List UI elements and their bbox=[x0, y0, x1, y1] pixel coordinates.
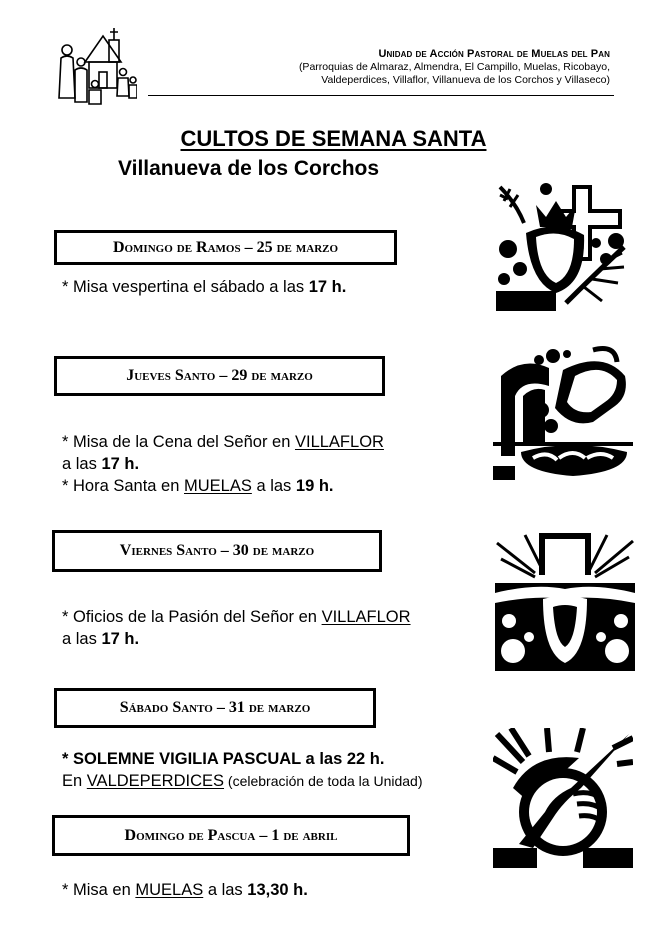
line-text: * Misa en bbox=[62, 881, 136, 899]
header-line-3: Valdeperdices, Villaflor, Villanueva de los Corchos y Villaseco) bbox=[321, 74, 610, 86]
line bbox=[62, 770, 423, 792]
line-text: * Oficios de la Pasión del Señor en bbox=[62, 608, 322, 626]
line bbox=[62, 453, 384, 475]
parish-logo-icon bbox=[55, 22, 137, 106]
place-name: VILLAFLOR bbox=[294, 433, 384, 451]
text-domingo-pascua bbox=[62, 879, 308, 901]
text-sabado-santo bbox=[62, 748, 423, 792]
line-text: a las bbox=[203, 881, 248, 899]
place-name: MUELAS bbox=[135, 881, 204, 899]
line bbox=[62, 748, 423, 770]
line-note: (celebración de toda la Unidad) bbox=[224, 773, 423, 789]
line-text: En bbox=[62, 772, 87, 790]
line-text: * SOLEMNE VIGILIA PASCUAL a las 22 h. bbox=[62, 750, 385, 768]
line-text: a las bbox=[62, 455, 102, 473]
place-name: VALDEPERDICES bbox=[86, 772, 225, 790]
line-text: a las bbox=[251, 477, 296, 495]
line bbox=[62, 475, 384, 497]
header-rule bbox=[148, 95, 614, 96]
heading-domingo-ramos: Domingo de Ramos – 25 de marzo bbox=[54, 230, 397, 265]
line-text: a las bbox=[62, 630, 102, 648]
line-time: 17 h. bbox=[101, 630, 140, 648]
heading-sabado-santo: Sábado Santo – 31 de marzo bbox=[54, 688, 376, 728]
header-block bbox=[299, 48, 610, 87]
line bbox=[62, 431, 384, 453]
heading-domingo-pascua: Domingo de Pascua – 1 de abril bbox=[52, 815, 410, 856]
line-text: * Misa de la Cena del Señor en bbox=[62, 433, 295, 451]
line bbox=[62, 276, 346, 298]
page-subtitle: Villanueva de los Corchos bbox=[118, 157, 380, 180]
line-time: 17 h. bbox=[101, 455, 140, 473]
line-time: 17 h. bbox=[308, 278, 347, 296]
palm-sunday-illustration-icon bbox=[496, 183, 628, 311]
text-jueves-santo bbox=[62, 431, 384, 497]
heading-jueves-santo: Jueves Santo – 29 de marzo bbox=[54, 356, 385, 396]
page-title: CULTOS DE SEMANA SANTA bbox=[180, 126, 487, 151]
line-text: * Hora Santa en bbox=[62, 477, 184, 495]
org-name: Unidad de Acción Pastoral de Muelas del Pan bbox=[378, 48, 610, 60]
text-viernes-santo bbox=[62, 606, 411, 650]
line-time: 13,30 h. bbox=[247, 881, 308, 899]
heading-viernes-santo: Viernes Santo – 30 de marzo bbox=[52, 530, 382, 572]
place-name: MUELAS bbox=[184, 477, 252, 495]
easter-hand-host-illustration-icon bbox=[493, 728, 633, 868]
header-line-2: (Parroquias de Almaraz, Almendra, El Campillo, Muelas, Ricobayo, bbox=[298, 61, 610, 73]
text-domingo-ramos bbox=[62, 276, 346, 298]
line-text: * Misa vespertina el sábado a las bbox=[62, 278, 309, 296]
line bbox=[62, 879, 308, 901]
line-time: 19 h. bbox=[295, 477, 334, 495]
place-name: VILLAFLOR bbox=[321, 608, 411, 626]
good-friday-crucifix-illustration-icon bbox=[495, 533, 635, 671]
line bbox=[62, 606, 411, 628]
line bbox=[62, 628, 411, 650]
holy-thursday-illustration-icon bbox=[493, 346, 633, 480]
